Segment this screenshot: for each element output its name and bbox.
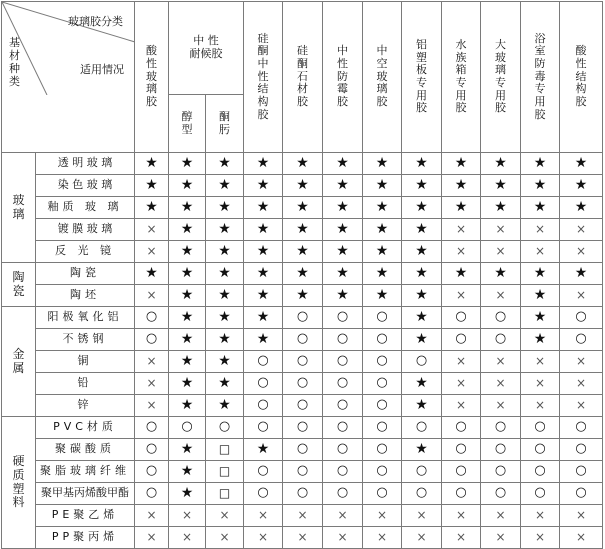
rating-cross: × [442, 241, 481, 263]
col-header-2 [206, 95, 244, 153]
table-row [2, 461, 603, 483]
rating-cross: × [323, 527, 363, 549]
table-row [2, 483, 603, 505]
rating-star: ★ [481, 175, 521, 197]
col-header-0 [135, 2, 169, 153]
corner-top-right-label: 玻璃胶分类 [68, 15, 123, 28]
rating-star: ★ [481, 197, 521, 219]
rating-circle: ○ [481, 329, 521, 351]
rating-square: □ [206, 483, 244, 505]
table-row [2, 417, 603, 439]
rating-circle: ○ [323, 461, 363, 483]
material-label: 聚甲基丙烯酸甲酯 [36, 483, 135, 505]
rating-star: ★ [169, 285, 206, 307]
rating-cross: × [442, 351, 481, 373]
rating-star: ★ [244, 153, 283, 175]
rating-star: ★ [521, 329, 560, 351]
rating-cross: × [560, 395, 603, 417]
rating-star: ★ [521, 285, 560, 307]
rating-star: ★ [206, 263, 244, 285]
rating-circle: ○ [283, 417, 323, 439]
rating-star: ★ [206, 307, 244, 329]
rating-cross: × [135, 395, 169, 417]
rating-star: ★ [402, 285, 442, 307]
table-row [2, 285, 603, 307]
rating-star: ★ [169, 175, 206, 197]
rating-circle: ○ [323, 329, 363, 351]
rating-cross: × [206, 505, 244, 527]
group-label [2, 307, 36, 417]
rating-star: ★ [402, 241, 442, 263]
col-header-label: 水 族 箱 专 用 胶 [455, 38, 467, 115]
neutral-line1: 中 性 [193, 34, 219, 48]
rating-circle: ○ [135, 307, 169, 329]
rating-star: ★ [560, 175, 603, 197]
col-header-label: 酸 性 玻 璃 胶 [146, 44, 157, 108]
col-header-label: 醇 型 [181, 109, 193, 136]
rating-circle: ○ [402, 483, 442, 505]
rating-star: ★ [402, 175, 442, 197]
rating-cross: × [481, 241, 521, 263]
group-label [2, 417, 36, 549]
rating-cross: × [560, 527, 603, 549]
rating-circle: ○ [481, 307, 521, 329]
table-row [2, 219, 603, 241]
rating-star: ★ [402, 263, 442, 285]
rating-circle: ○ [363, 329, 402, 351]
rating-cross: × [363, 527, 402, 549]
corner-left-label: 基 材 种 类 [9, 36, 20, 88]
col-header-label: 硅 酮 石 材 胶 [297, 44, 308, 108]
rating-star: ★ [244, 219, 283, 241]
rating-star: ★ [206, 329, 244, 351]
rating-star: ★ [206, 285, 244, 307]
rating-square: □ [206, 461, 244, 483]
rating-star: ★ [283, 285, 323, 307]
col-header-8 [442, 2, 481, 153]
rating-star: ★ [206, 351, 244, 373]
col-header-9 [481, 2, 521, 153]
rating-circle: ○ [244, 373, 283, 395]
rating-star: ★ [402, 197, 442, 219]
rating-star: ★ [442, 153, 481, 175]
rating-cross: × [206, 527, 244, 549]
rating-cross: × [135, 505, 169, 527]
rating-cross: × [323, 505, 363, 527]
rating-cross: × [135, 285, 169, 307]
rating-star: ★ [442, 175, 481, 197]
material-label: 透 明 玻 璃 [36, 153, 135, 175]
rating-circle: ○ [481, 417, 521, 439]
col-header-label: 浴 室 防 毒 专 用 胶 [534, 31, 546, 121]
rating-star: ★ [323, 263, 363, 285]
rating-cross: × [521, 241, 560, 263]
rating-circle: ○ [169, 417, 206, 439]
material-label: 锌 [36, 395, 135, 417]
rating-cross: × [560, 373, 603, 395]
rating-cross: × [521, 219, 560, 241]
group-label-text: 硬 质 塑 料 [12, 453, 25, 510]
table-row [2, 373, 603, 395]
rating-circle: ○ [283, 373, 323, 395]
rating-cross: × [244, 505, 283, 527]
rating-star: ★ [244, 285, 283, 307]
rating-square: □ [206, 439, 244, 461]
rating-cross: × [442, 505, 481, 527]
col-header-label: 酸 性 结 构 胶 [575, 44, 587, 108]
rating-cross: × [481, 395, 521, 417]
corner-header [2, 2, 135, 153]
rating-circle: ○ [521, 439, 560, 461]
rating-circle: ○ [323, 395, 363, 417]
rating-cross: × [135, 373, 169, 395]
col-header-5 [323, 2, 363, 153]
neutral-line2: 耐候胶 [189, 47, 223, 60]
rating-star: ★ [283, 219, 323, 241]
rating-circle: ○ [402, 461, 442, 483]
material-label: 聚碳酸质 [36, 439, 135, 461]
rating-star: ★ [135, 197, 169, 219]
rating-cross: × [521, 373, 560, 395]
rating-circle: ○ [283, 461, 323, 483]
rating-cross: × [560, 219, 603, 241]
rating-star: ★ [363, 285, 402, 307]
rating-star: ★ [323, 241, 363, 263]
rating-circle: ○ [560, 417, 603, 439]
rating-cross: × [283, 527, 323, 549]
table-row [2, 307, 603, 329]
material-label: 陶瓷 [36, 263, 135, 285]
col-header-10 [521, 2, 560, 153]
table-body [2, 153, 603, 549]
rating-cross: × [521, 351, 560, 373]
rating-circle: ○ [244, 351, 283, 373]
rating-circle: ○ [283, 329, 323, 351]
rating-star: ★ [560, 263, 603, 285]
col-header-11 [560, 2, 603, 153]
rating-star: ★ [169, 395, 206, 417]
rating-circle: ○ [363, 307, 402, 329]
neutral-weatherproof-header [169, 2, 244, 95]
rating-star: ★ [363, 197, 402, 219]
rating-star: ★ [283, 175, 323, 197]
rating-circle: ○ [244, 417, 283, 439]
rating-star: ★ [363, 153, 402, 175]
group-label-text: 金 属 [12, 346, 25, 375]
rating-circle: ○ [283, 351, 323, 373]
rating-star: ★ [521, 175, 560, 197]
corner-bottom-right-label: 适用情况 [80, 63, 124, 76]
rating-star: ★ [244, 263, 283, 285]
col-header-3 [244, 2, 283, 153]
rating-circle: ○ [363, 461, 402, 483]
rating-star: ★ [323, 197, 363, 219]
rating-circle: ○ [135, 461, 169, 483]
rating-star: ★ [206, 197, 244, 219]
rating-star: ★ [521, 197, 560, 219]
rating-circle: ○ [442, 461, 481, 483]
rating-circle: ○ [521, 461, 560, 483]
rating-star: ★ [402, 153, 442, 175]
rating-cross: × [135, 527, 169, 549]
rating-star: ★ [169, 461, 206, 483]
rating-cross: × [135, 351, 169, 373]
rating-circle: ○ [402, 417, 442, 439]
rating-star: ★ [169, 307, 206, 329]
rating-circle: ○ [481, 461, 521, 483]
col-header-1 [169, 95, 206, 153]
rating-circle: ○ [442, 307, 481, 329]
rating-circle: ○ [283, 307, 323, 329]
table-row [2, 329, 603, 351]
col-header-label: 大 玻 璃 专 用 胶 [495, 38, 506, 115]
rating-cross: × [560, 285, 603, 307]
rating-circle: ○ [363, 417, 402, 439]
rating-circle: ○ [323, 439, 363, 461]
rating-circle: ○ [442, 329, 481, 351]
rating-cross: × [169, 505, 206, 527]
rating-cross: × [560, 505, 603, 527]
rating-star: ★ [169, 153, 206, 175]
rating-star: ★ [363, 263, 402, 285]
rating-circle: ○ [283, 483, 323, 505]
rating-star: ★ [135, 263, 169, 285]
rating-star: ★ [169, 373, 206, 395]
rating-star: ★ [402, 307, 442, 329]
rating-circle: ○ [363, 351, 402, 373]
rating-star: ★ [560, 153, 603, 175]
rating-cross: × [481, 219, 521, 241]
rating-circle: ○ [363, 373, 402, 395]
material-label: 釉质 玻 璃 [36, 197, 135, 219]
rating-circle: ○ [521, 483, 560, 505]
rating-cross: × [481, 373, 521, 395]
rating-star: ★ [169, 197, 206, 219]
rating-star: ★ [135, 175, 169, 197]
rating-circle: ○ [244, 395, 283, 417]
rating-cross: × [560, 351, 603, 373]
rating-star: ★ [402, 219, 442, 241]
rating-cross: × [244, 527, 283, 549]
rating-cross: × [402, 505, 442, 527]
table-row [2, 241, 603, 263]
rating-star: ★ [521, 153, 560, 175]
material-label: PP聚丙烯 [36, 527, 135, 549]
table-row [2, 527, 603, 549]
sealant-compatibility-table [1, 1, 603, 549]
rating-star: ★ [323, 153, 363, 175]
rating-circle: ○ [283, 395, 323, 417]
rating-star: ★ [402, 395, 442, 417]
material-label: 聚脂玻璃纤维 [36, 461, 135, 483]
rating-circle: ○ [135, 329, 169, 351]
rating-star: ★ [402, 373, 442, 395]
material-label: 染 色 玻 璃 [36, 175, 135, 197]
rating-circle: ○ [363, 483, 402, 505]
material-label: 不锈钢 [36, 329, 135, 351]
rating-star: ★ [169, 439, 206, 461]
rating-star: ★ [206, 175, 244, 197]
rating-cross: × [560, 241, 603, 263]
rating-circle: ○ [323, 373, 363, 395]
material-label: 铅 [36, 373, 135, 395]
rating-star: ★ [521, 307, 560, 329]
rating-star: ★ [244, 241, 283, 263]
rating-star: ★ [244, 307, 283, 329]
rating-circle: ○ [135, 483, 169, 505]
rating-circle: ○ [206, 417, 244, 439]
table-row [2, 351, 603, 373]
rating-cross: × [363, 505, 402, 527]
rating-star: ★ [169, 219, 206, 241]
rating-circle: ○ [442, 483, 481, 505]
rating-circle: ○ [363, 439, 402, 461]
rating-circle: ○ [323, 483, 363, 505]
rating-cross: × [169, 527, 206, 549]
col-header-4 [283, 2, 323, 153]
rating-circle: ○ [560, 461, 603, 483]
table-row [2, 197, 603, 219]
rating-cross: × [481, 505, 521, 527]
material-label: 陶坯 [36, 285, 135, 307]
rating-cross: × [442, 373, 481, 395]
rating-star: ★ [363, 219, 402, 241]
rating-cross: × [402, 527, 442, 549]
table-row [2, 395, 603, 417]
material-label: 铜 [36, 351, 135, 373]
rating-circle: ○ [442, 439, 481, 461]
rating-star: ★ [323, 175, 363, 197]
rating-circle: ○ [323, 351, 363, 373]
table-row [2, 439, 603, 461]
rating-star: ★ [323, 219, 363, 241]
material-label: 反 光 镜 [36, 241, 135, 263]
rating-circle: ○ [244, 461, 283, 483]
group-label-text: 陶 瓷 [12, 269, 25, 298]
rating-star: ★ [135, 153, 169, 175]
rating-star: ★ [283, 263, 323, 285]
rating-star: ★ [244, 197, 283, 219]
rating-star: ★ [169, 241, 206, 263]
rating-star: ★ [283, 197, 323, 219]
rating-star: ★ [244, 329, 283, 351]
rating-cross: × [442, 285, 481, 307]
rating-cross: × [442, 395, 481, 417]
rating-cross: × [283, 505, 323, 527]
rating-circle: ○ [481, 483, 521, 505]
col-header-label: 酮 肟 [219, 109, 230, 136]
rating-circle: ○ [521, 417, 560, 439]
col-header-label: 硅 酮 中 性 结 构 胶 [257, 31, 269, 121]
rating-star: ★ [244, 439, 283, 461]
rating-circle: ○ [560, 329, 603, 351]
rating-star: ★ [481, 263, 521, 285]
table-row [2, 505, 603, 527]
rating-cross: × [135, 219, 169, 241]
rating-star: ★ [442, 197, 481, 219]
table-row [2, 153, 603, 175]
rating-circle: ○ [283, 439, 323, 461]
rating-cross: × [521, 395, 560, 417]
group-label [2, 263, 36, 307]
table-row [2, 175, 603, 197]
rating-star: ★ [206, 373, 244, 395]
rating-star: ★ [402, 439, 442, 461]
rating-star: ★ [169, 351, 206, 373]
material-label: 阳极氧化铝 [36, 307, 135, 329]
col-header-label: 中 性 防 霉 胶 [337, 44, 348, 108]
rating-cross: × [481, 285, 521, 307]
material-label: PVC材质 [36, 417, 135, 439]
rating-cross: × [442, 527, 481, 549]
rating-circle: ○ [560, 307, 603, 329]
rating-circle: ○ [244, 483, 283, 505]
rating-circle: ○ [442, 417, 481, 439]
rating-star: ★ [206, 219, 244, 241]
rating-circle: ○ [402, 351, 442, 373]
rating-star: ★ [402, 329, 442, 351]
rating-circle: ○ [135, 417, 169, 439]
group-label [2, 153, 36, 263]
rating-star: ★ [206, 153, 244, 175]
rating-star: ★ [244, 175, 283, 197]
material-label: PE聚乙烯 [36, 505, 135, 527]
rating-star: ★ [323, 285, 363, 307]
rating-star: ★ [481, 153, 521, 175]
rating-star: ★ [363, 241, 402, 263]
rating-cross: × [135, 241, 169, 263]
rating-circle: ○ [323, 417, 363, 439]
rating-circle: ○ [560, 439, 603, 461]
rating-star: ★ [560, 197, 603, 219]
rating-cross: × [481, 527, 521, 549]
rating-cross: × [481, 351, 521, 373]
rating-circle: ○ [323, 307, 363, 329]
table-row [2, 263, 603, 285]
col-header-6 [363, 2, 402, 153]
rating-cross: × [442, 219, 481, 241]
rating-circle: ○ [560, 483, 603, 505]
rating-circle: ○ [135, 439, 169, 461]
rating-cross: × [521, 505, 560, 527]
rating-star: ★ [521, 263, 560, 285]
rating-star: ★ [206, 395, 244, 417]
rating-cross: × [521, 527, 560, 549]
rating-circle: ○ [481, 439, 521, 461]
group-label-text: 玻 璃 [12, 192, 25, 221]
material-label: 镀 膜 玻 璃 [36, 219, 135, 241]
rating-star: ★ [283, 153, 323, 175]
col-header-label: 铝 塑 板 专 用 胶 [416, 38, 427, 115]
col-header-label: 中 空 玻 璃 胶 [376, 44, 388, 108]
col-header-7 [402, 2, 442, 153]
rating-star: ★ [283, 241, 323, 263]
rating-star: ★ [169, 263, 206, 285]
rating-star: ★ [363, 175, 402, 197]
rating-star: ★ [169, 483, 206, 505]
rating-star: ★ [206, 241, 244, 263]
rating-circle: ○ [363, 395, 402, 417]
rating-star: ★ [442, 263, 481, 285]
rating-star: ★ [169, 329, 206, 351]
